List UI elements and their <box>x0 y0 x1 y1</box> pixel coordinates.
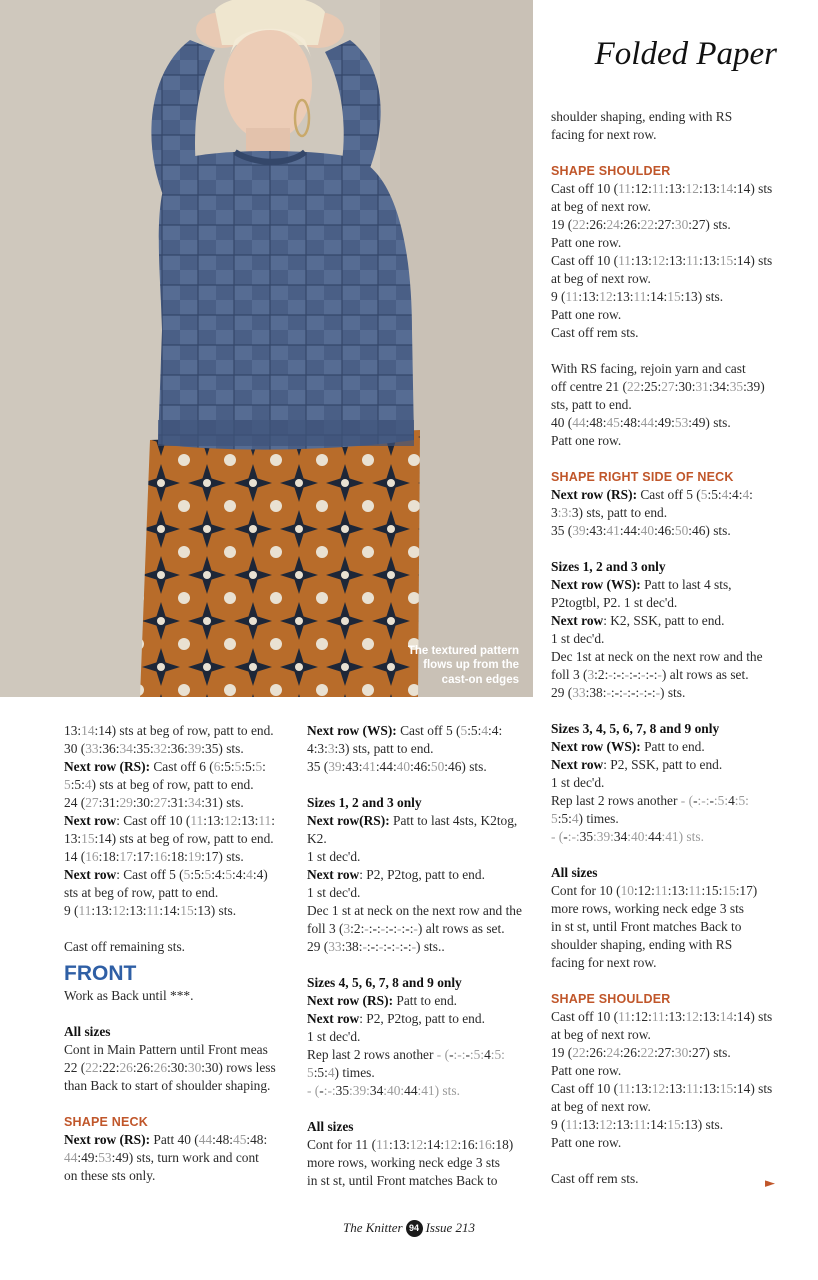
text-line: 1 st dec'd. <box>307 1029 361 1044</box>
text-line: 5:5:4) times. <box>307 1065 375 1080</box>
text-line: - (-:-:35:39:34:40:44:41) sts. <box>307 1083 460 1098</box>
text-line: 35 (39:43:41:44:40:46:50:46) sts. <box>307 759 487 774</box>
text-line: sts at beg of row, patt to end. <box>64 885 219 900</box>
text-line: Patt one row. <box>551 1063 622 1078</box>
section-heading-front: FRONT <box>64 962 137 985</box>
caption-line: The textured pattern <box>407 644 519 657</box>
text-line: Dec 1 st at neck on the next row and the <box>307 903 522 918</box>
text-line: Cont in Main Pattern until Front meas <box>64 1042 268 1057</box>
text-line: Next row (WS): Patt to last 4 sts, <box>551 577 732 592</box>
text-line: on these sts only. <box>64 1168 156 1183</box>
text-line: 4:3:3:3) sts, patt to end. <box>307 741 434 756</box>
text-line: Work as Back until ***. <box>64 988 194 1003</box>
column-1 <box>64 722 296 1185</box>
column-2 <box>307 722 539 1190</box>
text-line: Cast off 10 (11:12:11:13:12:13:14:14) sts <box>551 181 773 196</box>
text-line: Next row (RS): Cast off 5 (5:5:4:4:4: <box>551 487 753 502</box>
text-line: Rep last 2 rows another - (-:-:-:5:4:5: <box>307 1047 505 1062</box>
text-line: 14 (16:18:17:17:16:18:19:17) sts. <box>64 849 244 864</box>
text-line: 40 (44:48:45:48:44:49:53:49) sts. <box>551 415 731 430</box>
hero-photo <box>0 0 533 697</box>
text-line: Cast off 10 (11:13:12:13:11:13:15:14) sts <box>551 253 773 268</box>
text-line: Cast off 10 (11:12:11:13:12:13:14:14) sts <box>551 1009 773 1024</box>
text-line: Next row: P2, P2tog, patt to end. <box>307 867 485 882</box>
text-line: 9 (11:13:12:13:11:14:15:13) sts. <box>551 289 724 304</box>
text-line: 13:14:14) sts at beg of row, patt to end. <box>64 723 274 738</box>
text-line: Patt one row. <box>551 1135 622 1150</box>
text-line: 19 (22:26:24:26:22:27:30:27) sts. <box>551 217 731 232</box>
page-title: Folded Paper <box>594 36 777 72</box>
photo-caption <box>369 644 519 688</box>
caption-line: flows up from the <box>423 659 519 671</box>
text-line: Next row: Cast off 5 (5:5:5:4:5:4:4:4) <box>64 867 268 882</box>
text-line: K2. <box>307 831 327 846</box>
footer-issue: Issue 213 <box>425 1220 476 1235</box>
text-line: Next row: Cast off 10 (11:13:12:13:11: <box>64 813 275 828</box>
text-line: 1 st dec'd. <box>307 885 361 900</box>
text-line: Next row(RS): Patt to last 4sts, K2tog, <box>307 813 518 828</box>
section-heading-shape-right-side-of-neck: SHAPE RIGHT SIDE OF NECK <box>551 470 734 484</box>
text-line: Cast off remaining sts. <box>64 939 185 954</box>
subheading-all-sizes: All sizes <box>64 1024 111 1039</box>
text-line: Dec 1st at neck on the next row and the <box>551 649 763 664</box>
section-heading-shape-shoulder: SHAPE SHOULDER <box>551 992 671 1006</box>
text-line: Cont for 10 (10:12:11:13:11:15:15:17) <box>551 883 758 898</box>
text-line: 24 (27:31:29:30:27:31:34:31) sts. <box>64 795 244 810</box>
text-line: 44:49:53:49) sts, turn work and cont <box>64 1150 259 1165</box>
text-line: Next row: K2, SSK, patt to end. <box>551 613 725 628</box>
subheading-sizes-4-9: Sizes 4, 5, 6, 7, 8 and 9 only <box>307 975 462 990</box>
text-line: - (-:-:35:39:34:40:44:41) sts. <box>551 829 704 844</box>
text-line: 1 st dec'd. <box>551 631 605 646</box>
text-line: more rows, working neck edge 3 sts <box>551 901 745 916</box>
text-line: 9 (11:13:12:13:11:14:15:13) sts. <box>64 903 237 918</box>
text-line: 22 (22:22:26:26:26:30:30:30) rows less <box>64 1060 276 1075</box>
text-line: more rows, working neck edge 3 sts <box>307 1155 501 1170</box>
text-line: Cast off rem sts. <box>551 1171 639 1186</box>
text-line: Patt one row. <box>551 235 622 250</box>
text-line: at beg of next row. <box>551 1099 651 1114</box>
section-heading-shape-neck: SHAPE NECK <box>64 1115 148 1129</box>
text-line: in st st, until Front matches Back to <box>551 919 742 934</box>
text-line: Next row (RS): Cast off 6 (6:5:5:5:5: <box>64 759 266 774</box>
text-line: Next row: P2, P2tog, patt to end. <box>307 1011 485 1026</box>
text-line: facing for next row. <box>551 955 657 970</box>
text-line: than Back to start of shoulder shaping. <box>64 1078 271 1093</box>
text-line: foll 3 (3:2:-:-:-:-:-:-:-) alt rows as set. <box>551 667 749 682</box>
text-line: 1 st dec'd. <box>551 775 605 790</box>
text-line: Next row (RS): Patt to end. <box>307 993 458 1008</box>
subheading-sizes-3-9: Sizes 3, 4, 5, 6, 7, 8 and 9 only <box>551 721 720 736</box>
text-line: 29 (33:38:-:-:-:-:-:-:-) sts.. <box>307 939 445 954</box>
section-heading-shape-shoulder: SHAPE SHOULDER <box>551 164 671 178</box>
page-number-badge: 94 <box>406 1220 423 1237</box>
text-line: 19 (22:26:24:26:22:27:30:27) sts. <box>551 1045 731 1060</box>
text-line: Next row: P2, SSK, patt to end. <box>551 757 723 772</box>
text-line: sts, patt to end. <box>551 397 632 412</box>
column-3 <box>551 108 783 1188</box>
text-line: 13:15:14) sts at beg of row, patt to end. <box>64 831 274 846</box>
text-line: shoulder shaping, ending with RS <box>551 937 733 952</box>
text-line: Next row (WS): Patt to end. <box>551 739 705 754</box>
text-line: With RS facing, rejoin yarn and cast <box>551 361 746 376</box>
text-line: Cast off 10 (11:13:12:13:11:13:15:14) sts <box>551 1081 773 1096</box>
text-line: in st st, until Front matches Back to <box>307 1173 498 1188</box>
text-line: Patt one row. <box>551 433 622 448</box>
caption-line: cast-on edges <box>441 673 519 686</box>
text-line: Rep last 2 rows another - (-:-:-:5:4:5: <box>551 793 749 808</box>
text-line: 5:5:4) times. <box>551 811 619 826</box>
page-footer <box>0 1220 818 1237</box>
text-line: Next row (RS): Patt 40 (44:48:45:48: <box>64 1132 268 1147</box>
text-line: 1 st dec'd. <box>307 849 361 864</box>
text-line: Next row (WS): Cast off 5 (5:5:4:4: <box>307 723 503 738</box>
text-line: facing for next row. <box>551 127 657 142</box>
text-line: shoulder shaping, ending with RS <box>551 109 733 124</box>
text-line: at beg of next row. <box>551 199 651 214</box>
text-line: 35 (39:43:41:44:40:46:50:46) sts. <box>551 523 731 538</box>
text-line: foll 3 (3:2:-:-:-:-:-:-:-) alt rows as set. <box>307 921 505 936</box>
footer-magazine: The Knitter <box>342 1220 403 1235</box>
text-line: at beg of next row. <box>551 271 651 286</box>
continue-arrow-icon: ► <box>765 1176 775 1191</box>
text-line: 29 (33:38:-:-:-:-:-:-:-) sts. <box>551 685 686 700</box>
text-line: 5:5:4) sts at beg of row, patt to end. <box>64 777 254 792</box>
text-line: Cast off rem sts. <box>551 325 639 340</box>
text-line: off centre 21 (22:25:27:30:31:34:35:39) <box>551 379 765 394</box>
text-line: at beg of next row. <box>551 1027 651 1042</box>
subheading-sizes-1-2-3: Sizes 1, 2 and 3 only <box>551 559 666 574</box>
subheading-all-sizes: All sizes <box>551 865 598 880</box>
subheading-all-sizes: All sizes <box>307 1119 354 1134</box>
text-line: P2togtbl, P2. 1 st dec'd. <box>551 595 678 610</box>
subheading-sizes-1-2-3: Sizes 1, 2 and 3 only <box>307 795 422 810</box>
text-line: 30 (33:36:34:35:32:36:39:35) sts. <box>64 741 244 756</box>
text-line: 9 (11:13:12:13:11:14:15:13) sts. <box>551 1117 724 1132</box>
text-line: Patt one row. <box>551 307 622 322</box>
text-line: Cont for 11 (11:13:12:14:12:16:16:18) <box>307 1137 514 1152</box>
model-photo-illustration <box>0 0 533 697</box>
text-line: 3:3:3) sts, patt to end. <box>551 505 668 520</box>
